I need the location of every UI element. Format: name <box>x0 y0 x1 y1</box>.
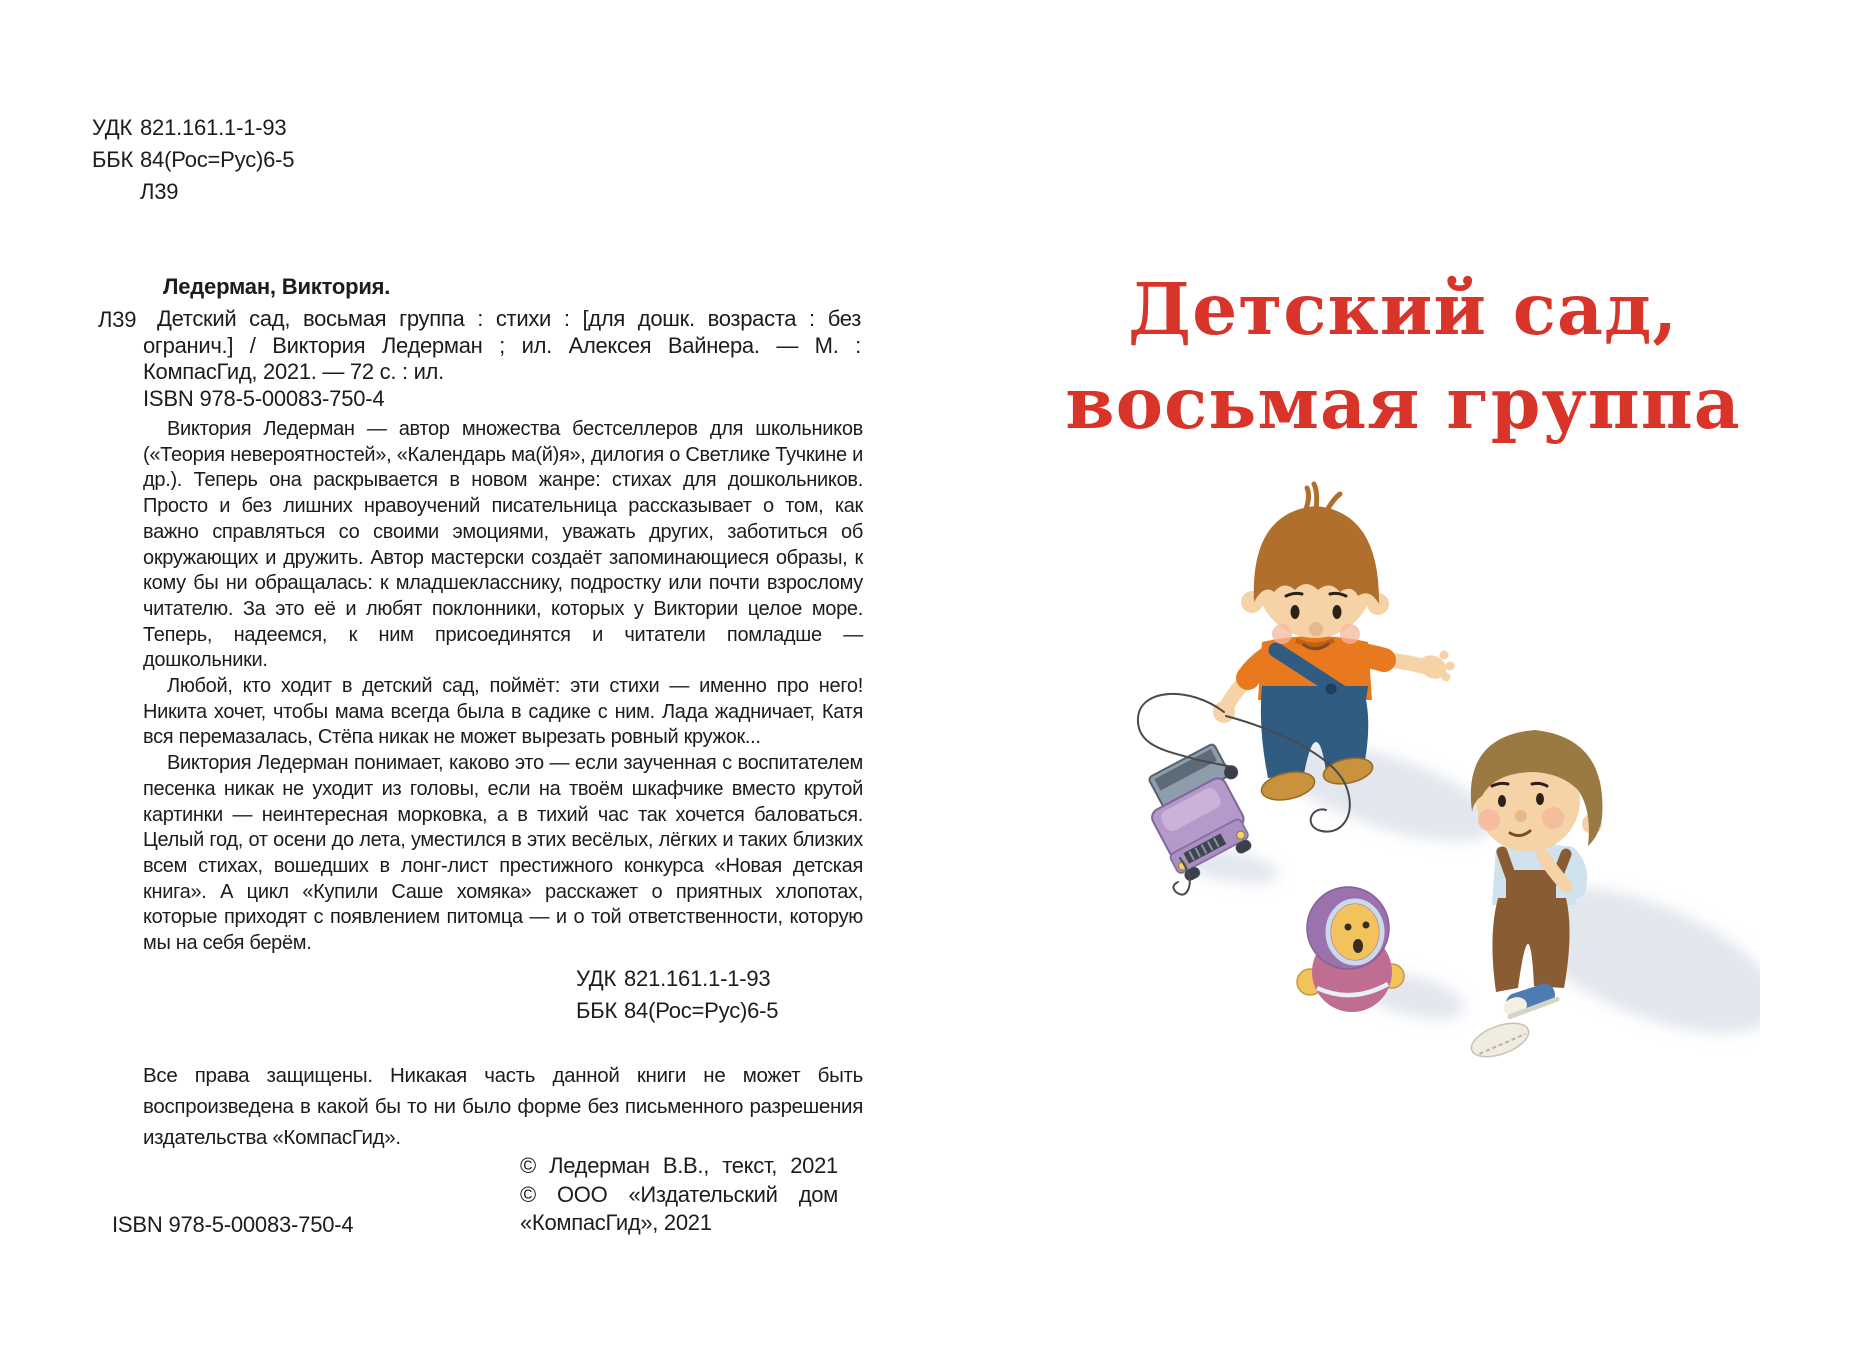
rights-notice: Все права защищены. Никакая часть данной книги не может быть воспроизведена в какой бы то ни было форме без письменного разрешения издательства «КомпасГид». <box>143 1064 863 1149</box>
author-sign-value: Л39 <box>140 179 179 204</box>
floor-shadows <box>1174 722 1760 1063</box>
bbk-value: 84(Рос=Рус)6-5 <box>140 147 295 172</box>
annotation-block <box>143 417 863 957</box>
bbk-code-row <box>92 144 294 176</box>
isbn-top: ISBN 978-5-00083-750-4 <box>143 386 385 411</box>
catalog-entry: Детский сад, восьмая группа : стихи : [для дошк. возраста : без огранич.] / Виктория Ледерман ; ил. Алексея Вайнера. — М. : КомпасГид, 2021. — 72 с. : ил. <box>143 306 861 384</box>
bbk-value-bottom: 84(Рос=Рус)6-5 <box>624 998 779 1023</box>
title-illustration <box>950 470 1760 1110</box>
bbk-label: ББК <box>92 147 134 172</box>
bbk-label-bottom: ББК <box>576 998 618 1023</box>
bbk-code-row-bottom <box>576 995 778 1027</box>
title-page <box>935 0 1871 1361</box>
annotation-paragraph-3: Виктория Ледерман понимает, каково это — если заученная с воспитателем песенка никак не уходит из головы, если на твоём шкафчике вместо крутой картинки — неинтересная морковка, а в тихий час так хочется баловаться. Целый год, от осени до лета, уместился в этих весёлых, лёгких и таких близких всем стихах, вошедших в лонг-лист престижного конкурса «Новая детская книга». А цикл «Купили Саше хомяка» расскажет о приятных хлопотах, которые приходят с появлением питомца — и о той ответственности, которую мы на себя берём. <box>143 752 863 955</box>
udk-value: 821.161.1-1-93 <box>140 115 287 140</box>
copyright-line-author: © Ледерман В.В., текст, 2021 <box>520 1153 838 1178</box>
boy-with-truck <box>1213 484 1455 804</box>
udk-code-row <box>92 112 294 144</box>
udk-label: УДК <box>92 115 133 140</box>
book-title <box>935 262 1871 450</box>
isbn-bottom: ISBN 978-5-00083-750-4 <box>112 1212 354 1237</box>
imprint-page <box>0 0 935 1361</box>
book-title-line-1: Детский сад, <box>1127 267 1679 351</box>
author-heading: Ледерман, Виктория. <box>163 274 391 299</box>
udk-label-bottom: УДК <box>576 966 617 991</box>
catalog-label: Л39 <box>98 307 137 332</box>
classification-codes-bottom <box>576 963 778 1027</box>
udk-code-row-bottom <box>576 963 778 995</box>
copyright-line-publisher: © ООО «Издательский дом <box>520 1181 838 1207</box>
copyright-block <box>520 1152 838 1238</box>
copyright-line-publisher-2: «КомпасГид», 2021 <box>520 1210 712 1235</box>
classification-codes-top <box>92 112 294 208</box>
udk-value-bottom: 821.161.1-1-93 <box>624 966 771 991</box>
author-sign-row <box>92 176 294 208</box>
book-title-line-2: восьмая группа <box>1065 361 1741 445</box>
annotation-paragraph-1: Виктория Ледерман — автор множества бестселлеров для школьников («Теория невероятностей», «Календарь ма(й)я», дилогия о Светлике Тучкине и др.). Теперь она раскрывается в новом жанре: стихах для дошкольников. Просто и без лишних нравоучений писательница рассказывает о том, как важно справляться со своими эмоциями, уважать других, заботиться об окружающих и дружить. Автор мастерски создаёт запоминающиеся образы, к кому бы ни обращалась: к младшекласснику, подростку или почти взрослому читателю. За это её и любят поклонники, которых у Виктории целое море. Теперь, надеемся, к ним присоединятся и читатели помладше — дошкольники. <box>143 418 863 672</box>
annotation-paragraph-2: Любой, кто ходит в детский сад, поймёт: эти стихи — именно про него! Никита хочет, чтобы мама всегда была в садике с ним. Лада жадничает, Катя вся перемазалась, Стёпа никак не может вырезать ровный кружок... <box>143 675 863 749</box>
